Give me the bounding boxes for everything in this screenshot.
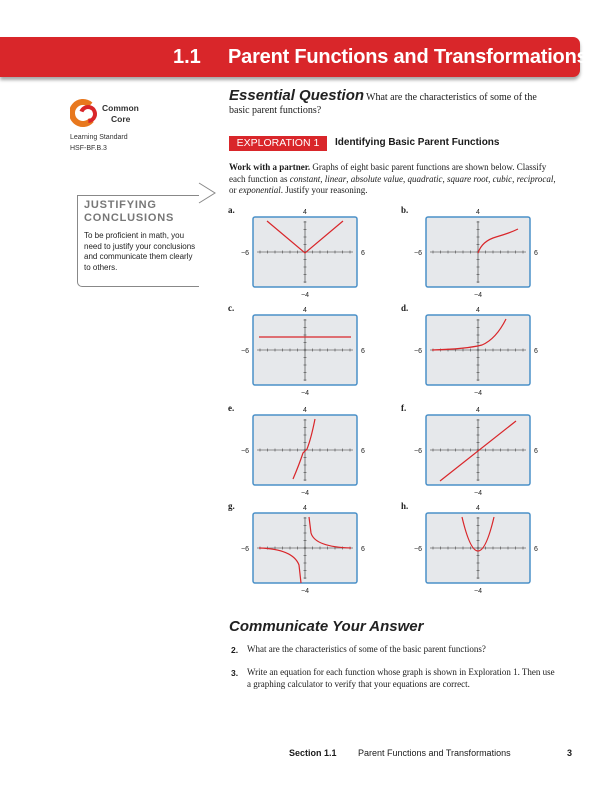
graph-label-constant: c. <box>228 303 235 313</box>
axis-label-y-top: 4 <box>476 209 480 216</box>
question-2-text: What are the characteristics of some of the basic parent functions? <box>247 644 486 654</box>
question-3-text: Write an equation for each function whose graph is shown in Exploration 1. Then use a graphing calculator to verify that your equations are correct. <box>247 667 555 689</box>
graph-exponential <box>412 305 544 405</box>
question-3-number: 3. <box>231 668 239 678</box>
justifying-title: JUSTIFYING CONCLUSIONS <box>84 199 175 224</box>
question-2-number: 2. <box>231 645 239 655</box>
graph-square-root <box>412 207 544 307</box>
graph-constant <box>239 305 371 405</box>
type-exponential: exponential <box>238 185 281 195</box>
graph-label-linear: f. <box>401 403 407 413</box>
graph-label-reciprocal: g. <box>228 501 235 511</box>
essential-question-heading: Essential Question <box>229 87 365 104</box>
axis-label-x-right: 6 <box>534 250 538 257</box>
axis-label-y-top: 4 <box>303 209 307 216</box>
axis-label-x-right: 6 <box>534 448 538 455</box>
axis-label-x-left: −6 <box>414 448 422 455</box>
common-core-word-1: Common <box>102 103 139 113</box>
footer-section: Section 1.1 <box>289 748 337 758</box>
axis-label-y-bottom: −4 <box>301 292 309 299</box>
exploration-title: Identifying Basic Parent Functions <box>335 137 500 148</box>
type-square-root: square root <box>446 173 489 184</box>
footer-title: Parent Functions and Transformations <box>358 748 511 758</box>
axis-label-y-bottom: −4 <box>474 292 482 299</box>
axis-label-x-right: 6 <box>534 348 538 355</box>
graph-label-absolute-value: a. <box>228 205 235 215</box>
graph-label-cubic: e. <box>228 403 235 413</box>
graph-linear <box>412 405 544 505</box>
graph-reciprocal <box>239 503 371 603</box>
axis-label-y-top: 4 <box>476 505 480 512</box>
section-title: Parent Functions and Transformations <box>228 46 588 68</box>
graph-label-exponential: d. <box>401 303 409 313</box>
axis-label-x-left: −6 <box>414 348 422 355</box>
axis-label-y-top: 4 <box>476 407 480 414</box>
axis-label-y-bottom: −4 <box>474 390 482 397</box>
type-constant: constant <box>289 173 321 184</box>
axis-label-x-right: 6 <box>361 448 365 455</box>
common-core-logo-icon <box>70 98 100 128</box>
axis-label-x-left: −6 <box>414 250 422 257</box>
axis-label-x-left: −6 <box>414 546 422 553</box>
axis-label-y-bottom: −4 <box>474 588 482 595</box>
type-cubic: cubic <box>492 173 513 184</box>
axis-label-y-bottom: −4 <box>301 390 309 397</box>
justifying-text: To be proficient in math, you need to justify your conclusions and communicate them clearly to others. <box>84 231 196 272</box>
exploration-badge: EXPLORATION 1 <box>229 136 327 151</box>
type-quadratic: quadratic <box>407 173 443 184</box>
axis-label-x-left: −6 <box>241 348 249 355</box>
axis-label-x-left: −6 <box>241 448 249 455</box>
axis-label-y-bottom: −4 <box>301 490 309 497</box>
section-number: 1.1 <box>173 46 201 68</box>
exploration-text-2: . Justify your reasoning. <box>280 185 368 195</box>
axis-label-y-top: 4 <box>476 307 480 314</box>
exploration-text-1: Graphs of eight basic parent functions are shown below. Classify each function as <box>229 162 547 184</box>
exploration-lead: Work with a partner. <box>229 162 311 172</box>
graph-quadratic <box>412 503 544 603</box>
learning-standard-code: HSF-BF.B.3 <box>70 145 107 152</box>
axis-label-y-bottom: −4 <box>474 490 482 497</box>
graph-absolute-value <box>239 207 371 307</box>
graph-label-quadratic: h. <box>401 501 409 511</box>
essential-question-text: What are the characteristics of some of the basic parent functions? <box>229 92 537 116</box>
graph-cubic <box>239 405 371 505</box>
axis-label-y-bottom: −4 <box>301 588 309 595</box>
exploration-instructions: Work with a partner. Graphs of eight basic parent functions are shown below. Classify each function as constant, linear, absolute value, quadratic, square root, cubic, reciprocal, or exponential. Justify your reasoning. <box>229 162 556 195</box>
axis-label-y-top: 4 <box>303 505 307 512</box>
axis-label-y-top: 4 <box>303 407 307 414</box>
graph-label-square-root: b. <box>401 205 409 215</box>
page-number: 3 <box>567 748 573 758</box>
common-core-word-2: Core <box>111 114 131 124</box>
communicate-heading: Communicate Your Answer <box>229 618 424 635</box>
axis-label-x-left: −6 <box>241 250 249 257</box>
axis-label-x-right: 6 <box>534 546 538 553</box>
learning-standard-label: Learning Standard <box>70 134 128 141</box>
type-absolute-value: absolute value <box>350 173 403 184</box>
axis-label-x-right: 6 <box>361 348 365 355</box>
type-reciprocal: reciprocal <box>516 173 554 184</box>
axis-label-x-right: 6 <box>361 546 365 553</box>
pointer-arrow-icon <box>197 180 217 206</box>
type-linear: linear <box>324 173 347 184</box>
axis-label-x-left: −6 <box>241 546 249 553</box>
axis-label-x-right: 6 <box>361 250 365 257</box>
axis-label-y-top: 4 <box>303 307 307 314</box>
